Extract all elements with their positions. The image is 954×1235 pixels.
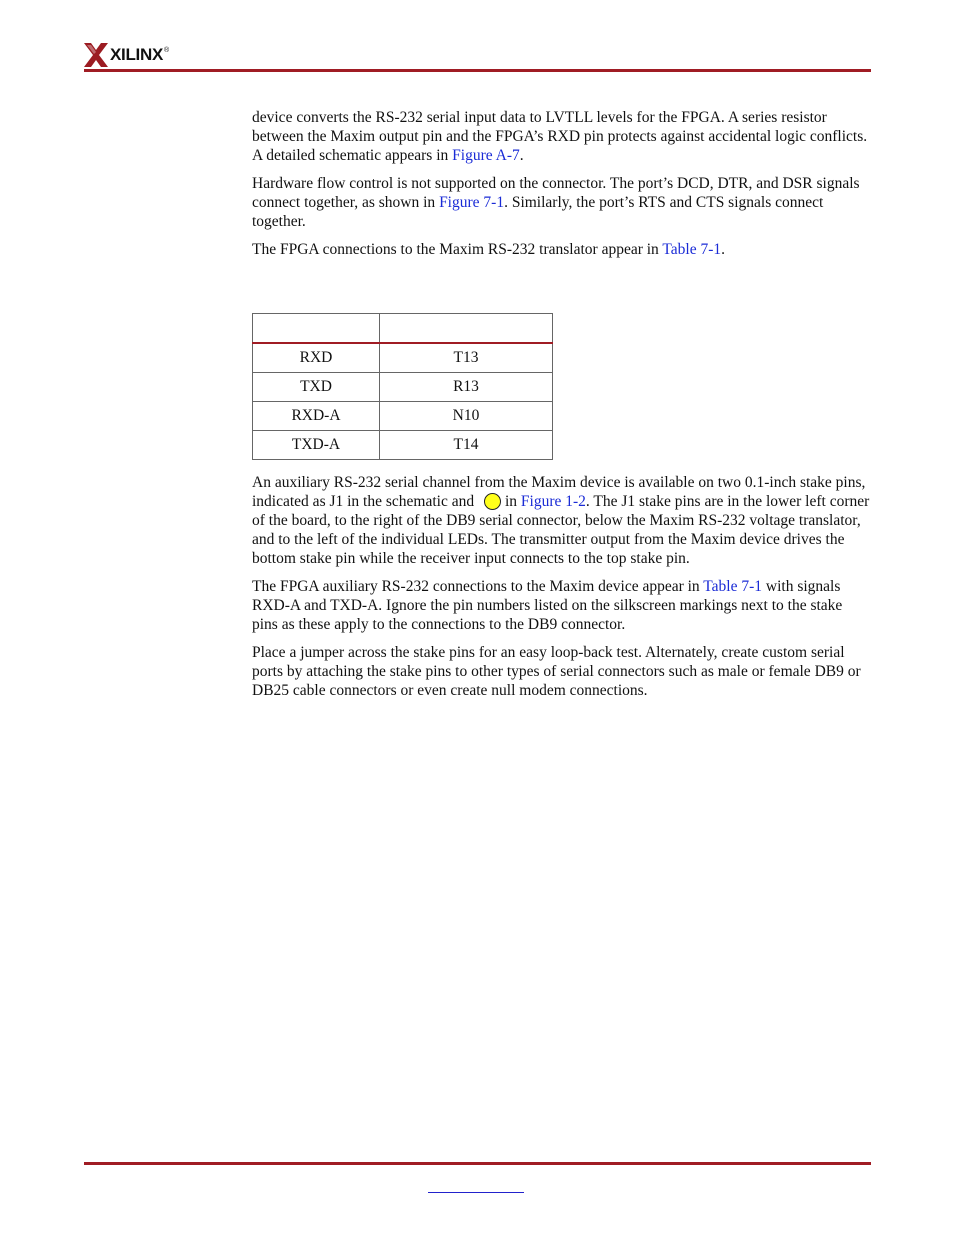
paragraph-2-end: . Similarly, the port’s RTS and CTS signals connect together. [252, 194, 824, 230]
registered-mark: ® [164, 46, 170, 54]
header-cell-pin [380, 314, 553, 344]
paragraph-5-text: The FPGA auxiliary RS-232 connections to the Maxim device appear in [252, 578, 704, 595]
paragraph-5-end: with signals RXD-A and TXD-A. Ignore the pin numbers listed on the silkscreen markings next to the stake pins as these apply to the connections to the DB9 connector. [252, 578, 843, 633]
table-7-1-link-2[interactable]: Table 7-1 [703, 578, 763, 595]
paragraph-1-end: . [519, 147, 524, 164]
xilinx-x-icon [84, 43, 108, 67]
table-7-1-link[interactable]: Table 7-1 [662, 241, 722, 258]
table-row [253, 343, 553, 373]
paragraph-4-text: An auxiliary RS-232 serial channel from the Maxim device is available on two 0.1-inch stake pins, indicated as J1 in the schematic and [252, 474, 866, 510]
paragraph-6: Place a jumper across the stake pins for an easy loop-back test. Alternately, create custom serial ports by attaching the stake pins to other types of serial connectors such as male or female DB9 or DB25 cable connectors or even create null modem connections. [252, 644, 861, 699]
table-row [253, 431, 553, 460]
pin-cell: R13 [380, 373, 553, 402]
table-row [253, 373, 553, 402]
paragraph-2 [252, 174, 870, 231]
paragraph-3-text: The FPGA connections to the Maxim RS-232 translator appear in [252, 241, 663, 258]
header-rule [84, 69, 871, 72]
paragraph-4-end: . The J1 stake pins are in the lower left corner of the board, to the right of the DB9 serial connector, below the Maxim RS-232 voltage translator, and to the left of the individual LEDs. The transmitter output from the Maxim device drives the bottom stake pin while the receiver input connects to the top stake pin. [252, 493, 870, 567]
yellow-circle-marker-icon [484, 493, 501, 510]
fpga-connections-table [252, 313, 553, 460]
signal-cell: RXD [253, 343, 380, 373]
pin-cell: N10 [380, 402, 553, 431]
footer-rule [84, 1162, 871, 1165]
signal-cell: TXD-A [253, 431, 380, 460]
footer-link-underline[interactable] [428, 1176, 524, 1193]
xilinx-logo [84, 42, 169, 68]
table-row [253, 402, 553, 431]
signal-cell: TXD [253, 373, 380, 402]
paragraph-3-end: . [721, 241, 726, 258]
intro-text [252, 108, 870, 268]
table-header-row [253, 314, 553, 344]
figure-a7-link[interactable]: Figure A-7 [452, 147, 520, 164]
header-cell-signal [253, 314, 380, 344]
paragraph-4 [252, 473, 870, 568]
paragraph-1 [252, 108, 870, 165]
paragraph-4-in: in [504, 493, 521, 510]
paragraph-3 [252, 240, 870, 259]
paragraph-2-text: Hardware flow control is not supported on the connector. The port’s DCD, DTR, and DSR signals connect together, as shown in [252, 175, 860, 211]
signal-cell: RXD-A [253, 402, 380, 431]
pin-cell: T13 [380, 343, 553, 373]
brand-name: XILINX [110, 45, 163, 64]
figure-7-1-link[interactable]: Figure 7-1 [439, 194, 505, 211]
paragraph-1-text: device converts the RS-232 serial input data to LVTLL levels for the FPGA. A series resistor between the Maxim output pin and the FPGA’s RXD pin protects against accidental logic conflicts. A detailed schematic appears in [252, 109, 868, 164]
figure-1-2-link[interactable]: Figure 1-2 [520, 493, 586, 510]
auxiliary-text [252, 473, 870, 709]
paragraph-5 [252, 577, 870, 634]
pin-cell: T14 [380, 431, 553, 460]
